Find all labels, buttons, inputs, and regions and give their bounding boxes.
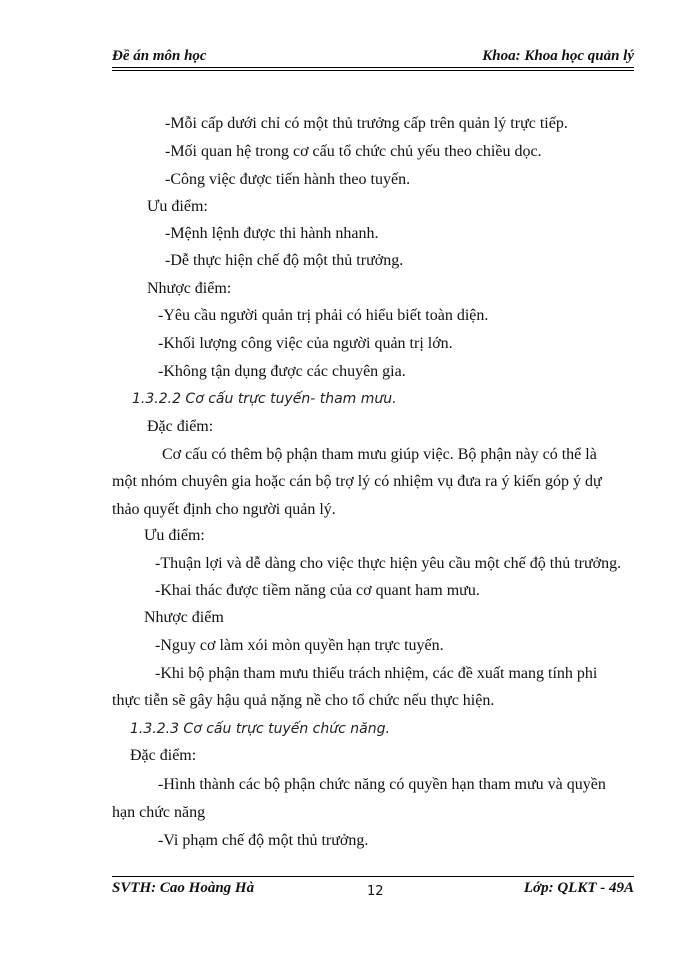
body-line: -Thuận lợi và dễ dàng cho việc thực hiện yêu cầu một chế độ thủ trưởng. xyxy=(155,555,622,572)
body-line: -Vi phạm chế độ một thủ trưởng. xyxy=(158,832,369,849)
body-line: -Mối quan hệ trong cơ cấu tổ chức chủ yếu theo chiều dọc. xyxy=(165,143,542,160)
header-course-title: Đề án môn học xyxy=(112,48,207,64)
body-line: thảo quyết định cho người quản lý. xyxy=(112,501,336,518)
body-line: Nhược điểm: xyxy=(147,280,232,297)
footer-rule xyxy=(112,876,634,877)
body-line: -Nguy cơ làm xói mòn quyền hạn trực tuyến. xyxy=(155,637,444,654)
body-line: hạn chức năng xyxy=(112,804,206,821)
body-line: -Dễ thực hiện chế độ một thủ trưởng. xyxy=(165,252,404,269)
body-line: -Mỗi cấp dưới chỉ có một thủ trưởng cấp trên quản lý trực tiếp. xyxy=(165,115,568,132)
section-heading-1-3-2-2: 1.3.2.2 Cơ cấu trực tuyến- tham mưu. xyxy=(132,391,397,407)
body-line: -Yêu cầu người quản trị phải có hiểu biết toàn diện. xyxy=(158,307,489,324)
body-line: -Khai thác được tiềm năng của cơ quant ham mưu. xyxy=(155,582,480,599)
body-line: -Công việc được tiến hành theo tuyến. xyxy=(165,171,411,188)
body-line: Đặc điểm: xyxy=(147,418,214,435)
body-line: -Khi bộ phận tham mưu thiếu trách nhiệm, các đề xuất mang tính phi xyxy=(155,665,598,682)
body-line: một nhóm chuyên gia hoặc cán bộ trợ lý có nhiệm vụ đưa ra ý kiến góp ý dự xyxy=(112,473,602,490)
body-line: Ưu điểm: xyxy=(147,198,208,215)
body-line: Nhược điểm xyxy=(144,609,224,626)
body-line: Cơ cấu có thêm bộ phận tham mưu giúp việc. Bộ phận này có thể là xyxy=(162,446,597,463)
body-line: -Hình thành các bộ phận chức năng có quyền hạn tham mưu và quyền xyxy=(158,776,606,793)
body-line: Ưu điểm: xyxy=(144,527,205,544)
body-line: Đặc điểm: xyxy=(130,747,197,764)
body-line: -Không tận dụng được các chuyên gia. xyxy=(158,363,406,380)
footer-student: SVTH: Cao Hoàng Hà xyxy=(112,880,255,896)
page-number: 12 xyxy=(367,884,384,899)
body-line: thực tiễn sẽ gây hậu quả nặng nề cho tổ chức nếu thực hiện. xyxy=(112,692,495,709)
header-rule xyxy=(112,67,634,68)
body-line: -Khối lượng công việc của người quản trị lớn. xyxy=(158,335,453,352)
body-line: -Mệnh lệnh được thi hành nhanh. xyxy=(165,225,379,242)
header-faculty: Khoa: Khoa học quản lý xyxy=(482,48,634,64)
footer-class: Lớp: QLKT - 49A xyxy=(523,880,634,896)
page-footer xyxy=(112,880,634,902)
section-heading-1-3-2-3: 1.3.2.3 Cơ cấu trực tuyến chức năng. xyxy=(130,721,390,737)
header-rule-double xyxy=(112,70,634,71)
